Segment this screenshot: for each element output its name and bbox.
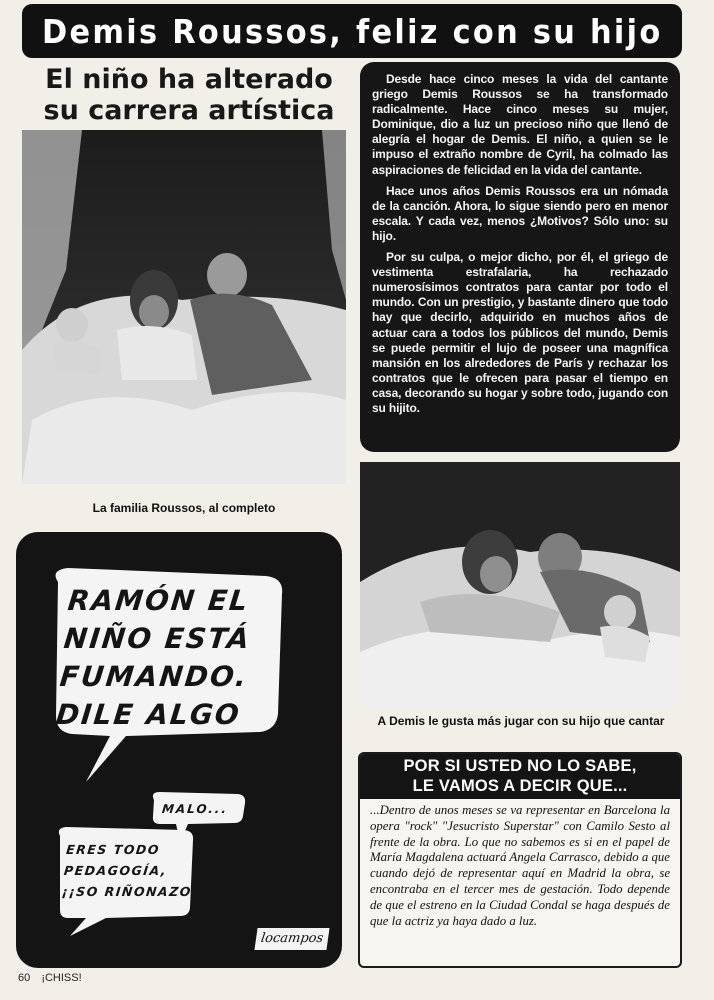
- cartoon-panel: [16, 532, 342, 968]
- page-title: Demis Roussos, feliz con su hijo: [41, 11, 663, 51]
- family-photo: [22, 130, 346, 484]
- speech-bubble-3-text: [61, 839, 223, 902]
- heading-line-1: POR SI USTED NO LO SABE,: [403, 757, 637, 775]
- article-paragraph: Por su culpa, o mejor dicho, por él, el griego de vestimenta estrafalaria, ha rechazado numerosísimos contratos para cantar por todo el mundo. Con un prestigio, y bastante dinero que todo hay que decirlo, adquirido en muchos años de actuar cara a todos los públicos del mundo, Demis se puede permitir el lujo de poseer una magnífica mansión en los alrededores de París y rechazar los contratos que le ofrecen para pasar el tiempo en casa, decorando su hogar y sobre todo, jugando con su hijito.: [372, 250, 668, 415]
- speech-line: DILE ALGO: [54, 698, 243, 731]
- subtitle-line-2: su carrera artística: [43, 95, 335, 126]
- title-banner: [22, 4, 682, 58]
- article-paragraph: Hace unos años Demis Roussos era un nómada de la canción. Ahora, lo sigue siendo pero en menor escala. Y cada vez, menos ¿Motivos? Sólo uno: su hijo.: [372, 183, 668, 243]
- did-you-know-heading: [360, 754, 680, 799]
- speech-line: ¡¡SO RIÑONAZOS!!: [61, 884, 218, 899]
- magazine-name: ¡CHISS!: [41, 972, 82, 984]
- article-panel: [360, 62, 680, 452]
- photo-caption-1: La familia Roussos, al completo: [92, 501, 276, 515]
- did-you-know-box: [358, 752, 682, 968]
- speech-bubble-1-text: [54, 582, 258, 734]
- article-paragraph: Desde hace cinco meses la vida del cantante griego Demis Roussos se ha transformado radicalmente. Hace cinco meses su mujer, Dominique, dio a luz un precioso niño que llenó de alegría el hogar de Demis. El niño, a quien se le impuso el extraño nombre de Cyril, ha colmado las aspiraciones de felicidad en la vida del cantante.: [372, 72, 668, 177]
- page-footer: [18, 972, 82, 984]
- speech-bubble-2-text: MALO...: [161, 802, 229, 816]
- subtitle-line-1: El niño ha alterado: [45, 64, 333, 95]
- heading-line-2: LE VAMOS A DECIR QUE...: [412, 777, 628, 795]
- subtitle: [24, 64, 354, 126]
- father-son-photo: [360, 462, 680, 708]
- speech-line: ERES TODO: [65, 842, 161, 857]
- page-number: 60: [18, 972, 31, 984]
- cartoonist-signature: locampos: [254, 928, 329, 950]
- photo-caption-2: A Demis le gusta más jugar con su hijo que cantar: [377, 714, 665, 728]
- speech-line: RAMÓN EL: [66, 584, 251, 617]
- speech-line: PEDAGOGÍA,: [63, 863, 168, 878]
- speech-line: NIÑO ESTÁ: [62, 622, 253, 655]
- speech-line: FUMANDO.: [58, 660, 250, 693]
- did-you-know-body: ...Dentro de unos meses se va representar en Barcelona la opera "rock" "Jesucristo Superstar" con Camilo Sesto al frente de la obra. Lo que no sabemos es si en el papel de María Magdalena actuará Angela Carrasco, debido a que cuando dejó de representar aquí en Madrid la obra, se encontraba en el tercer mes de gestación. Todo depende de que el estreno en la Ciudad Condal se haga después de que la actriz ya haya dado a luz.: [370, 803, 670, 928]
